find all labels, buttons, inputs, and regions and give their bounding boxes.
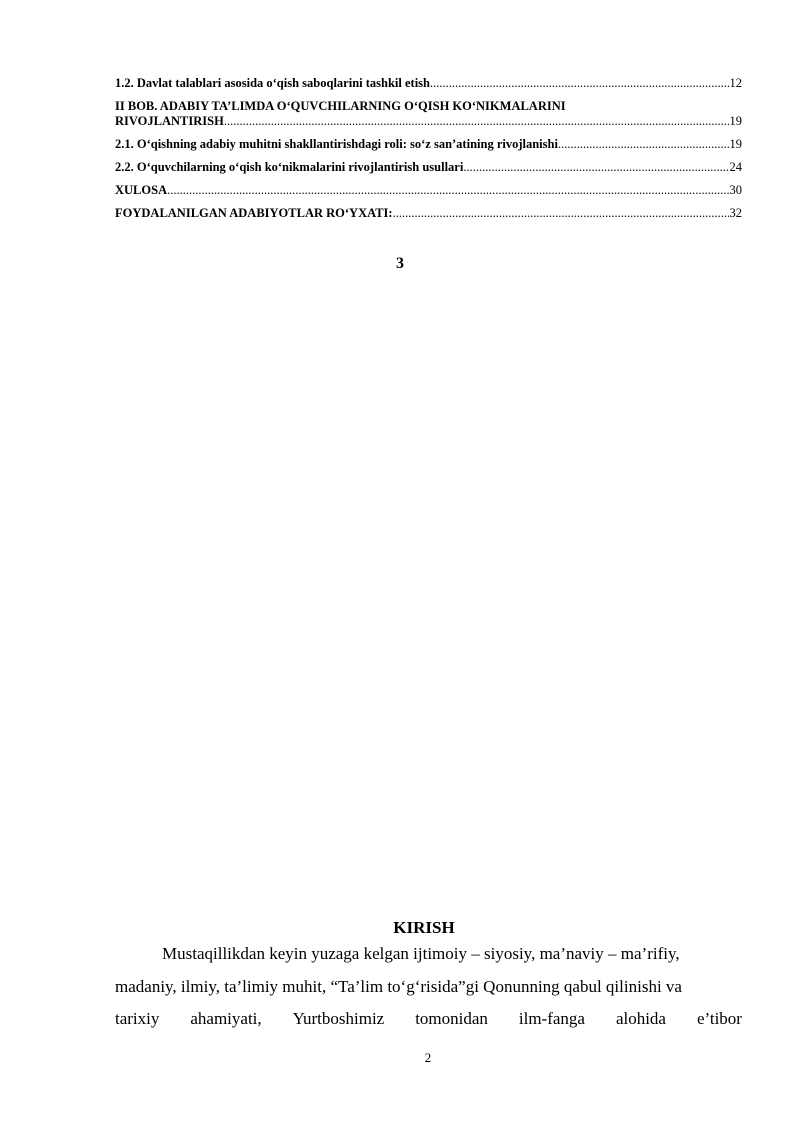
toc-entry-line2 — [115, 114, 742, 129]
toc-entry-page: 24 — [729, 160, 742, 174]
page-number: 2 — [424, 1050, 432, 1065]
toc-leader-dots — [167, 183, 728, 198]
toc-entry-title: 1.2. Davlat talablari asosida o‘qish saboqlarini tashkil etish — [115, 76, 430, 90]
word: ilm-fanga — [518, 1009, 585, 1028]
toc-entry-page: 32 — [729, 206, 742, 220]
paragraph-line: Mustaqillikdan keyin yuzaga kelgan ijtimoiy – siyosiy, ma’naviy – ma’rifiy, — [162, 944, 680, 963]
toc-entry-page: 19 — [729, 137, 742, 151]
toc-entry-page: 30 — [729, 183, 742, 197]
toc-entry-title: 2.1. O‘qishning adabiy muhitni shakllantirishdagi roli: so‘z san’atining rivojlanishi — [115, 137, 558, 151]
word: tomonidan — [415, 1009, 488, 1028]
toc-entry-title-line1: II BOB. ADABIY TA’LIMDA O‘QUVCHILARNING O‘QISH KO‘NIKMALARINI — [115, 99, 566, 113]
toc-entry[interactable] — [115, 99, 742, 129]
toc-entry[interactable] — [115, 137, 742, 152]
toc-entry-page: 12 — [729, 76, 742, 90]
toc-leader-dots — [393, 206, 729, 221]
toc-entry-title: FOYDALANILGAN ADABIYOTLAR RO‘YXATI: — [115, 206, 393, 220]
section-heading: KIRISH — [393, 918, 455, 937]
word: ahamiyati, — [190, 1009, 262, 1028]
word: alohida — [615, 1009, 666, 1028]
paragraph-line: madaniy, ilmiy, ta’limiy muhit, “Ta’lim to‘g‘risida”gi Qonunning qabul qilinishi va — [115, 976, 682, 996]
body-paragraph — [115, 938, 742, 1036]
toc-entry[interactable] — [115, 160, 742, 175]
word: e’tibor — [696, 1009, 742, 1028]
toc-entry[interactable] — [115, 76, 742, 91]
toc-entry[interactable] — [115, 183, 742, 198]
toc-leader-dots — [224, 114, 729, 129]
toc-entry-title: 2.2. O‘quvchilarning o‘qish ko‘nikmalarini rivojlantirish usullari — [115, 160, 464, 174]
toc-leader-dots — [463, 160, 728, 175]
toc-leader-dots — [430, 76, 729, 91]
word: tarixiy — [115, 1009, 160, 1028]
table-of-contents — [115, 76, 742, 229]
toc-leader-dots — [558, 137, 729, 152]
toc-entry-title-line2: RIVOJLANTIRISH — [115, 114, 224, 128]
toc-entry-page: 19 — [729, 114, 742, 128]
toc-entry[interactable] — [115, 206, 742, 221]
word: Yurtboshimiz — [292, 1009, 385, 1028]
previous-page-number: 3 — [396, 255, 404, 272]
toc-entry-title: XULOSA — [115, 183, 168, 197]
paragraph-line-justified — [115, 1003, 742, 1036]
